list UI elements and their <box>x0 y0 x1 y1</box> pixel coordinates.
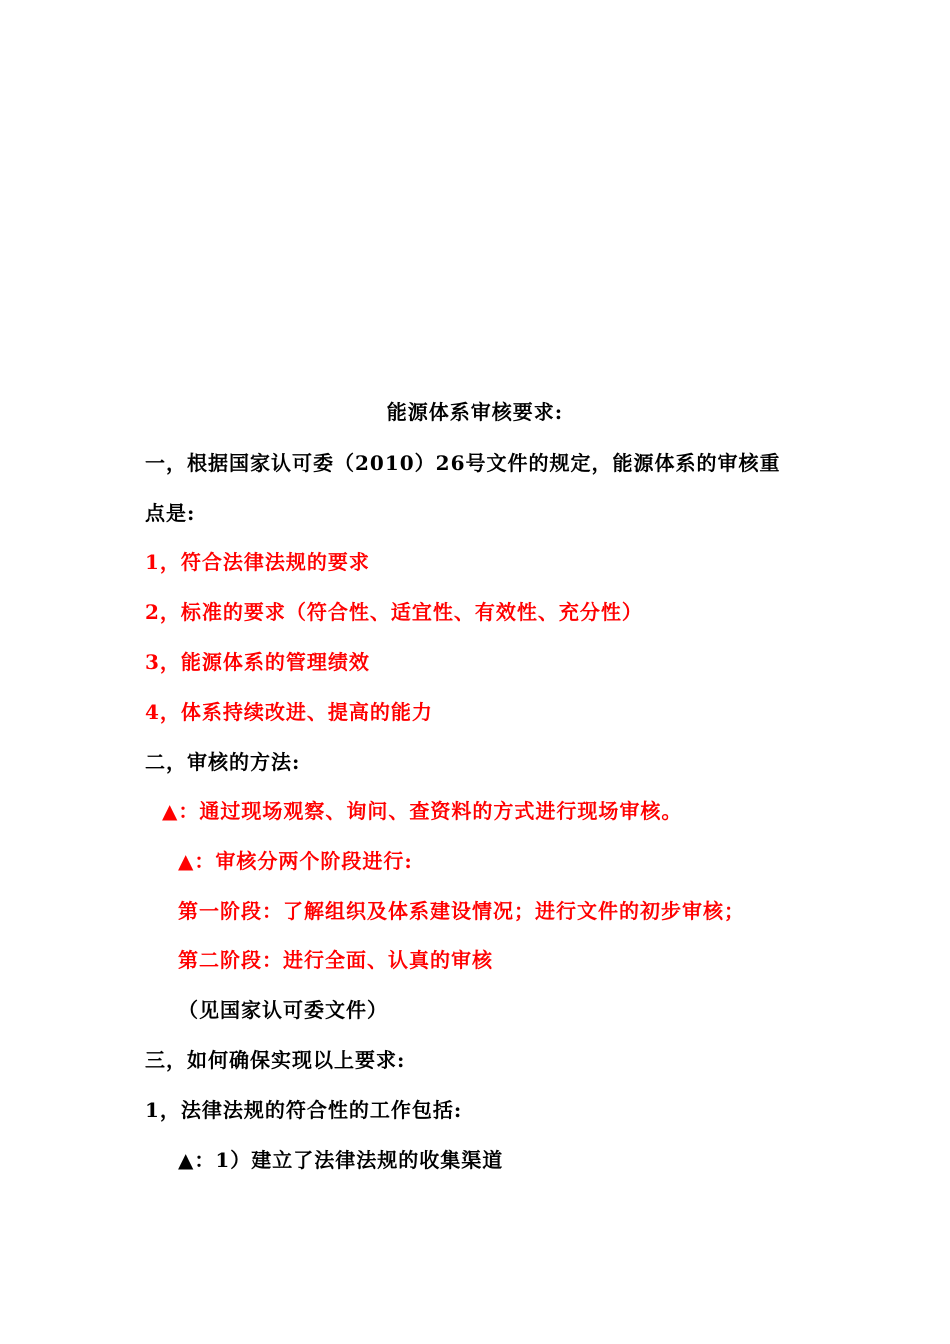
section2-stage-2: 第二阶段：进行全面、认真的审核 <box>178 948 493 972</box>
section1-item-2: 2，标准的要求（符合性、适宜性、有效性、充分性） <box>145 600 643 624</box>
section2-heading: 二，审核的方法: <box>145 750 301 774</box>
section2-method-2: ▲：审核分两个阶段进行: <box>178 849 413 873</box>
section1-heading-line2: 点是: <box>145 501 196 525</box>
section2-stage-1: 第一阶段：了解组织及体系建设情况；进行文件的初步审核； <box>178 899 745 923</box>
section1-item-4: 4，体系持续改进、提高的能力 <box>145 700 433 724</box>
section2-note: （见国家认可委文件） <box>178 998 388 1022</box>
section3-heading: 三，如何确保实现以上要求: <box>145 1048 406 1072</box>
section1-item-3: 3，能源体系的管理绩效 <box>145 650 370 674</box>
section1-heading-line1: 一，根据国家认可委（2010）26号文件的规定，能源体系的审核重 <box>145 451 781 475</box>
document-title: 能源体系审核要求: <box>386 400 564 424</box>
section2-method-1: ▲：通过现场观察、询问、查资料的方式进行现场审核。 <box>162 799 683 823</box>
section1-item-1: 1，符合法律法规的要求 <box>145 550 370 574</box>
section3-item-1: 1，法律法规的符合性的工作包括: <box>145 1098 463 1122</box>
section3-sub-1: ▲：1）建立了法律法规的收集渠道 <box>178 1148 504 1172</box>
